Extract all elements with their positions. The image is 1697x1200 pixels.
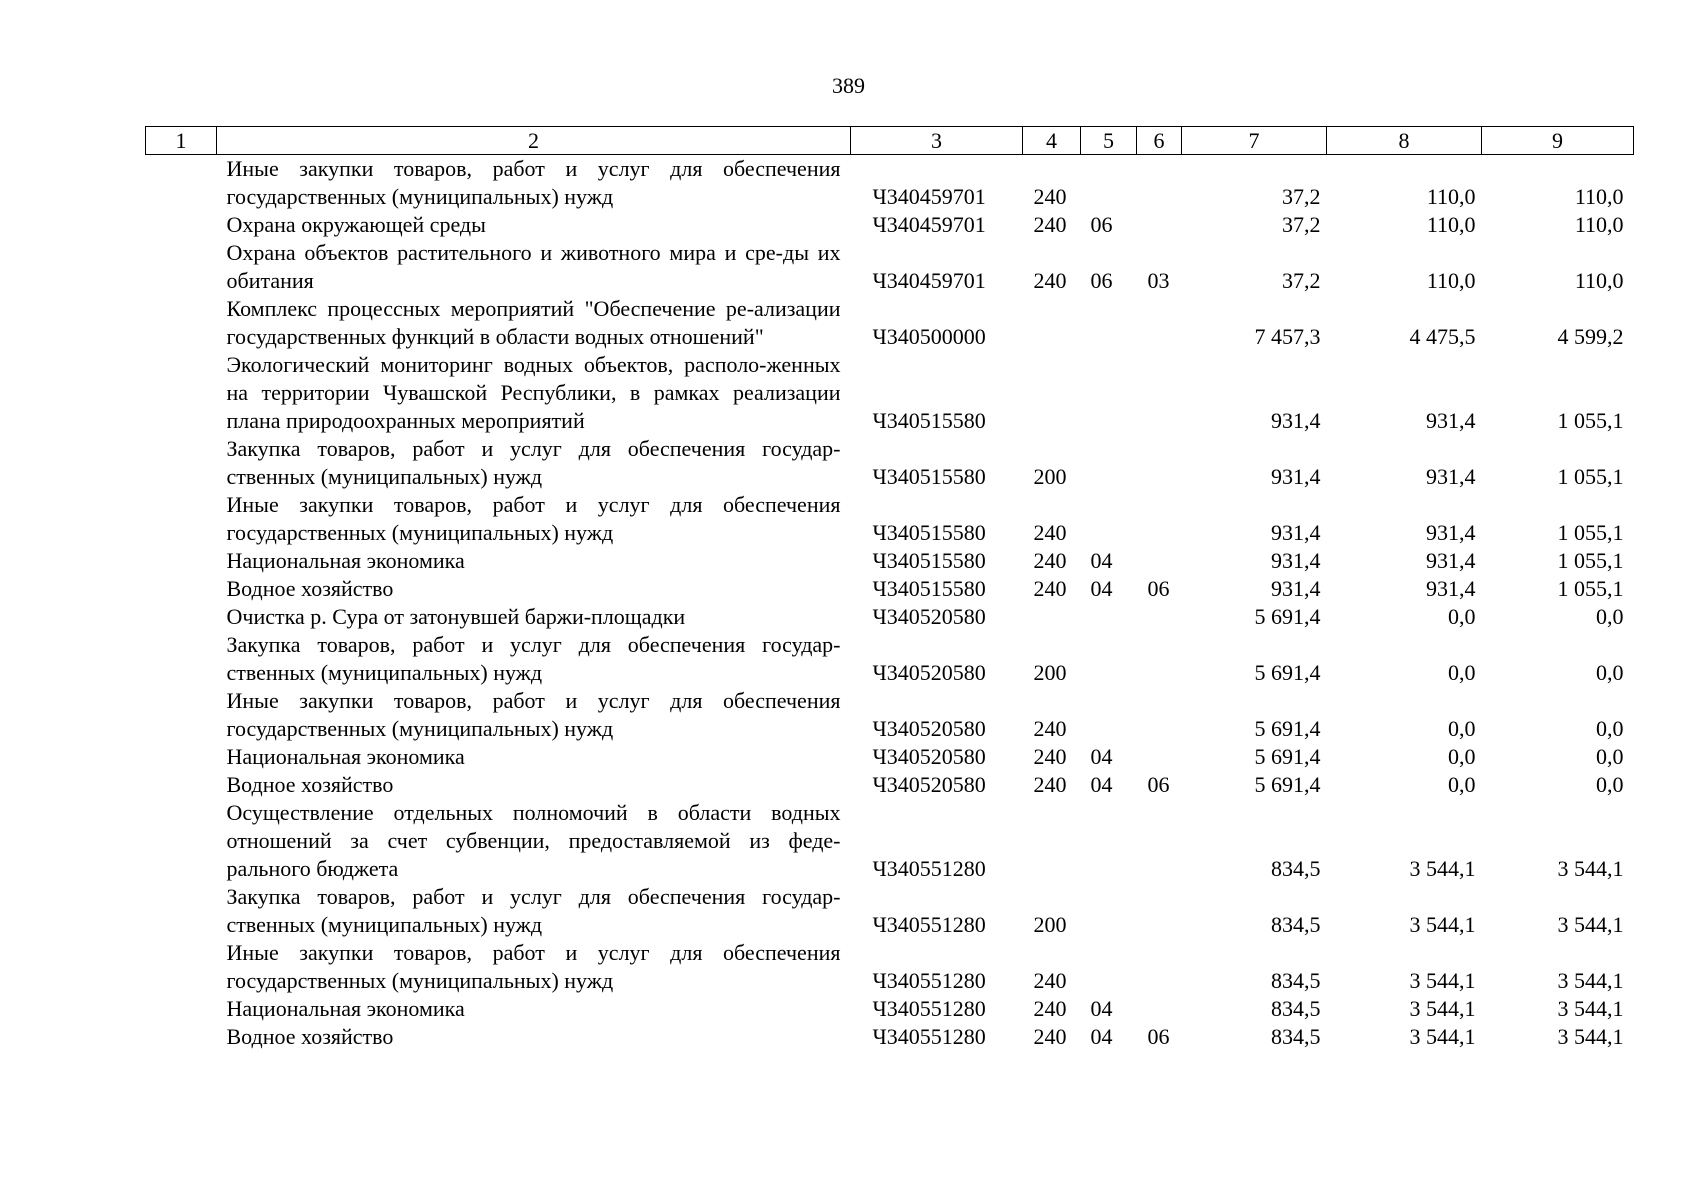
row-target-code: Ч340515580 — [872, 548, 986, 573]
row-target-code: Ч340520580 — [872, 660, 986, 685]
row-amount-2: 110,0 — [1426, 268, 1476, 293]
table-row — [146, 631, 1634, 687]
row-target-code: Ч340551280 — [872, 996, 986, 1021]
row-target-code: Ч340551280 — [872, 968, 986, 993]
row-name: Охрана окружающей среды — [226, 212, 486, 237]
row-index-cell — [146, 883, 217, 939]
row-expense-type: 240 — [1033, 1024, 1067, 1049]
row-amount-2: 931,4 — [1426, 408, 1476, 433]
row-name: Национальная экономика — [226, 744, 465, 769]
row-amount-2: 931,4 — [1426, 576, 1476, 601]
row-target-code: Ч340520580 — [872, 604, 986, 629]
row-subsection — [1137, 631, 1182, 687]
row-section — [1081, 687, 1137, 743]
row-amount-2: 0,0 — [1448, 716, 1476, 741]
row-amount-2: 110,0 — [1426, 212, 1476, 237]
row-amount-2: 4 475,5 — [1409, 324, 1476, 349]
row-amount-3: 110,0 — [1574, 184, 1624, 209]
row-amount-3: 0,0 — [1596, 660, 1624, 685]
row-subsection — [1137, 939, 1182, 995]
row-target-code: Ч340520580 — [872, 744, 986, 769]
row-target-code: Ч340515580 — [872, 408, 986, 433]
row-expense-type: 200 — [1033, 912, 1067, 937]
row-amount-1: 931,4 — [1271, 464, 1321, 489]
row-amount-3: 0,0 — [1596, 772, 1624, 797]
row-amount-3: 3 544,1 — [1557, 856, 1624, 881]
row-amount-1: 5 691,4 — [1254, 772, 1321, 797]
row-name: Охрана объектов растительного и животного мира и сре-ды их обитания — [226, 240, 841, 293]
row-subsection — [1137, 995, 1182, 1023]
row-subsection — [1137, 547, 1182, 575]
row-amount-1: 931,4 — [1271, 576, 1321, 601]
row-amount-3: 3 544,1 — [1557, 1024, 1624, 1049]
row-expense-type: 240 — [1033, 744, 1067, 769]
row-amount-2: 0,0 — [1448, 660, 1476, 685]
row-section — [1081, 883, 1137, 939]
row-target-code: Ч340515580 — [872, 576, 986, 601]
row-amount-3: 0,0 — [1596, 716, 1624, 741]
row-name: Водное хозяйство — [226, 772, 394, 797]
row-name: Осуществление отдельных полномочий в области водных отношений за счет субвенции, предоставляемой из феде-рального бюджета — [226, 800, 841, 881]
page-number: 389 — [832, 73, 865, 98]
row-expense-type: 240 — [1033, 716, 1067, 741]
row-amount-3: 110,0 — [1574, 212, 1624, 237]
row-amount-1: 834,5 — [1271, 856, 1321, 881]
row-name: Иные закупки товаров, работ и услуг для обеспечения государственных (муниципальных) нужд — [226, 940, 841, 993]
row-subsection — [1137, 799, 1182, 883]
table-row — [146, 211, 1634, 239]
row-index-cell — [146, 351, 217, 435]
row-index-cell — [146, 547, 217, 575]
row-target-code: Ч340520580 — [872, 716, 986, 741]
row-index-cell — [146, 687, 217, 743]
row-amount-3: 1 055,1 — [1557, 464, 1624, 489]
table-row — [146, 687, 1634, 743]
row-section — [1081, 939, 1137, 995]
row-name: Закупка товаров, работ и услуг для обеспечения государ-ственных (муниципальных) нужд — [226, 436, 841, 489]
row-amount-3: 3 544,1 — [1557, 996, 1624, 1021]
row-amount-3: 0,0 — [1596, 744, 1624, 769]
table-row — [146, 771, 1634, 799]
row-name: Водное хозяйство — [226, 1024, 394, 1049]
row-section: 04 — [1090, 772, 1113, 797]
row-expense-type: 240 — [1033, 184, 1067, 209]
row-amount-3: 3 544,1 — [1557, 968, 1624, 993]
row-expense-type: 200 — [1033, 464, 1067, 489]
table-row — [146, 939, 1634, 995]
row-section: 04 — [1090, 548, 1113, 573]
row-amount-2: 931,4 — [1426, 520, 1476, 545]
row-name: Закупка товаров, работ и услуг для обеспечения государ-ственных (муниципальных) нужд — [226, 632, 841, 685]
row-amount-1: 834,5 — [1271, 968, 1321, 993]
row-amount-3: 3 544,1 — [1557, 912, 1624, 937]
row-subsection — [1137, 295, 1182, 351]
row-index-cell — [146, 799, 217, 883]
row-target-code: Ч340520580 — [872, 772, 986, 797]
row-subsection — [1137, 155, 1182, 212]
row-expense-type — [1023, 799, 1081, 883]
row-target-code: Ч340515580 — [872, 464, 986, 489]
row-target-code: Ч340500000 — [872, 324, 986, 349]
row-amount-2: 110,0 — [1426, 184, 1476, 209]
row-index-cell — [146, 771, 217, 799]
row-subsection: 06 — [1147, 576, 1170, 601]
row-amount-1: 834,5 — [1271, 996, 1321, 1021]
row-section — [1081, 491, 1137, 547]
row-section: 04 — [1090, 1024, 1113, 1049]
table-row — [146, 295, 1634, 351]
row-amount-3: 110,0 — [1574, 268, 1624, 293]
row-section: 06 — [1090, 212, 1113, 237]
row-name: Комплекс процессных мероприятий "Обеспечение ре-ализации государственных функций в области водных отношений" — [226, 296, 841, 349]
row-subsection — [1137, 603, 1182, 631]
row-amount-2: 0,0 — [1448, 772, 1476, 797]
row-name: Иные закупки товаров, работ и услуг для обеспечения государственных (муниципальных) нужд — [226, 156, 841, 209]
row-index-cell — [146, 155, 217, 212]
row-amount-1: 834,5 — [1271, 1024, 1321, 1049]
row-section: 04 — [1090, 576, 1113, 601]
column-header: 9 — [1482, 127, 1634, 155]
row-section: 04 — [1090, 744, 1113, 769]
row-amount-1: 5 691,4 — [1254, 716, 1321, 741]
row-expense-type: 240 — [1033, 548, 1067, 573]
row-amount-2: 3 544,1 — [1409, 912, 1476, 937]
row-index-cell — [146, 435, 217, 491]
row-index-cell — [146, 295, 217, 351]
column-header: 1 — [146, 127, 217, 155]
row-section — [1081, 799, 1137, 883]
row-subsection — [1137, 351, 1182, 435]
row-name: Национальная экономика — [226, 548, 465, 573]
row-index-cell — [146, 1023, 217, 1051]
row-target-code: Ч340459701 — [872, 184, 986, 209]
column-header: 3 — [851, 127, 1023, 155]
row-index-cell — [146, 603, 217, 631]
row-amount-1: 931,4 — [1271, 520, 1321, 545]
row-index-cell — [146, 239, 217, 295]
column-header: 8 — [1327, 127, 1482, 155]
row-index-cell — [146, 211, 217, 239]
row-amount-3: 1 055,1 — [1557, 548, 1624, 573]
row-target-code: Ч340459701 — [872, 268, 986, 293]
row-subsection — [1137, 491, 1182, 547]
row-target-code: Ч340551280 — [872, 912, 986, 937]
row-subsection: 06 — [1147, 772, 1170, 797]
table-row — [146, 575, 1634, 603]
row-section — [1081, 295, 1137, 351]
row-amount-2: 0,0 — [1448, 744, 1476, 769]
row-section — [1081, 155, 1137, 212]
table-row — [146, 1023, 1634, 1051]
row-amount-2: 0,0 — [1448, 604, 1476, 629]
row-section: 06 — [1090, 268, 1113, 293]
table-row — [146, 743, 1634, 771]
row-amount-1: 37,2 — [1282, 212, 1321, 237]
row-amount-1: 37,2 — [1282, 184, 1321, 209]
row-expense-type: 240 — [1033, 996, 1067, 1021]
row-amount-1: 37,2 — [1282, 268, 1321, 293]
column-header: 7 — [1182, 127, 1327, 155]
row-amount-1: 5 691,4 — [1254, 660, 1321, 685]
row-amount-3: 1 055,1 — [1557, 408, 1624, 433]
table-header-row — [146, 127, 1634, 155]
row-amount-2: 3 544,1 — [1409, 968, 1476, 993]
table-row — [146, 155, 1634, 212]
table-row — [146, 995, 1634, 1023]
row-subsection: 03 — [1147, 268, 1170, 293]
row-index-cell — [146, 743, 217, 771]
row-amount-1: 5 691,4 — [1254, 604, 1321, 629]
table-row — [146, 491, 1634, 547]
column-header: 2 — [217, 127, 851, 155]
row-name: Очистка р. Сура от затонувшей баржи-площадки — [226, 604, 686, 629]
row-subsection — [1137, 211, 1182, 239]
row-index-cell — [146, 575, 217, 603]
row-name: Экологический мониторинг водных объектов, располо-женных на территории Чувашской Республики, в рамках реализации плана природоохранных мероприятий — [226, 352, 841, 433]
row-expense-type: 240 — [1033, 772, 1067, 797]
row-expense-type: 240 — [1033, 520, 1067, 545]
row-expense-type: 240 — [1033, 268, 1067, 293]
row-amount-1: 931,4 — [1271, 408, 1321, 433]
row-amount-2: 3 544,1 — [1409, 856, 1476, 881]
budget-table — [145, 126, 1634, 1051]
row-target-code: Ч340551280 — [872, 856, 986, 881]
column-header: 6 — [1137, 127, 1182, 155]
table-row — [146, 547, 1634, 575]
table-row — [146, 239, 1634, 295]
row-target-code: Ч340551280 — [872, 1024, 986, 1049]
row-expense-type: 240 — [1033, 968, 1067, 993]
row-amount-3: 1 055,1 — [1557, 520, 1624, 545]
row-section — [1081, 603, 1137, 631]
row-subsection — [1137, 743, 1182, 771]
row-name: Иные закупки товаров, работ и услуг для обеспечения государственных (муниципальных) нужд — [226, 688, 841, 741]
row-expense-type — [1023, 603, 1081, 631]
row-index-cell — [146, 995, 217, 1023]
row-section — [1081, 351, 1137, 435]
row-amount-2: 3 544,1 — [1409, 996, 1476, 1021]
row-index-cell — [146, 939, 217, 995]
row-amount-1: 834,5 — [1271, 912, 1321, 937]
row-index-cell — [146, 631, 217, 687]
table-row — [146, 603, 1634, 631]
row-expense-type: 240 — [1033, 576, 1067, 601]
row-amount-3: 4 599,2 — [1557, 324, 1624, 349]
row-amount-3: 0,0 — [1596, 604, 1624, 629]
row-name: Иные закупки товаров, работ и услуг для обеспечения государственных (муниципальных) нужд — [226, 492, 841, 545]
row-index-cell — [146, 491, 217, 547]
row-target-code: Ч340515580 — [872, 520, 986, 545]
row-amount-2: 931,4 — [1426, 548, 1476, 573]
row-subsection: 06 — [1147, 1024, 1170, 1049]
table-row — [146, 883, 1634, 939]
row-amount-2: 931,4 — [1426, 464, 1476, 489]
row-expense-type — [1023, 295, 1081, 351]
row-amount-2: 3 544,1 — [1409, 1024, 1476, 1049]
row-name: Закупка товаров, работ и услуг для обеспечения государ-ственных (муниципальных) нужд — [226, 884, 841, 937]
row-section: 04 — [1090, 996, 1113, 1021]
row-subsection — [1137, 883, 1182, 939]
row-amount-1: 931,4 — [1271, 548, 1321, 573]
row-section — [1081, 631, 1137, 687]
row-subsection — [1137, 687, 1182, 743]
row-amount-1: 7 457,3 — [1254, 324, 1321, 349]
row-expense-type: 240 — [1033, 212, 1067, 237]
row-amount-1: 5 691,4 — [1254, 744, 1321, 769]
table-row — [146, 435, 1634, 491]
row-expense-type: 200 — [1033, 660, 1067, 685]
row-amount-3: 1 055,1 — [1557, 576, 1624, 601]
table-row — [146, 799, 1634, 883]
table-body — [146, 155, 1634, 1052]
column-header: 5 — [1081, 127, 1137, 155]
row-target-code: Ч340459701 — [872, 212, 986, 237]
column-header: 4 — [1023, 127, 1081, 155]
table-row — [146, 351, 1634, 435]
row-name: Национальная экономика — [226, 996, 465, 1021]
row-expense-type — [1023, 351, 1081, 435]
row-subsection — [1137, 435, 1182, 491]
row-name: Водное хозяйство — [226, 576, 394, 601]
row-section — [1081, 435, 1137, 491]
